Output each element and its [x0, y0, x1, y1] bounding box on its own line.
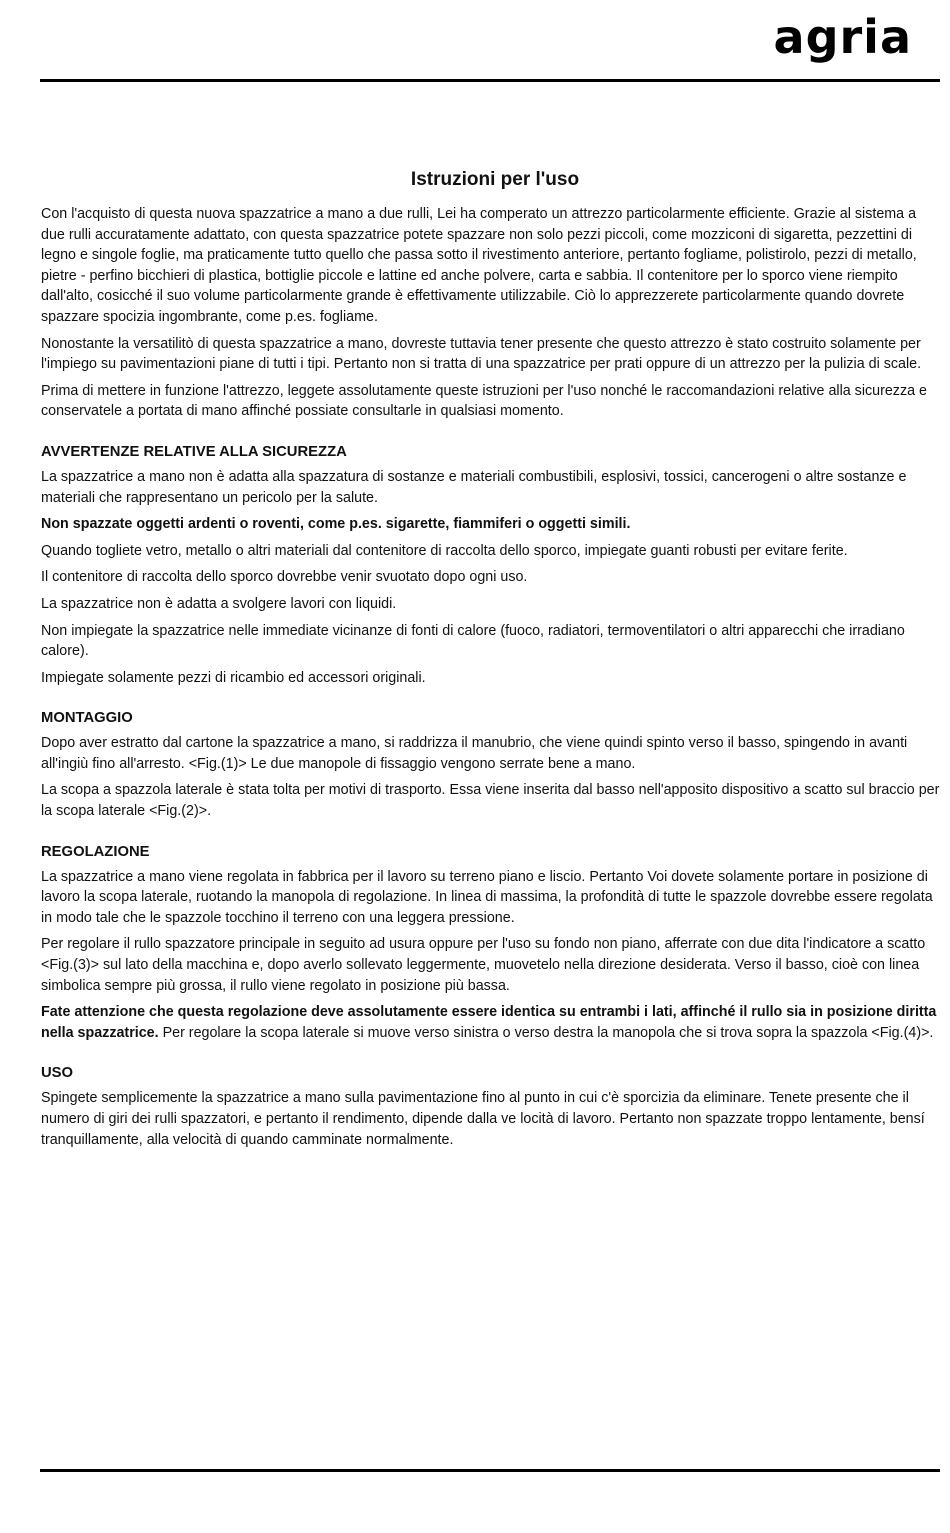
safety-paragraph-7: Impiegate solamente pezzi di ricambio ed accessori originali.: [41, 669, 426, 686]
safety-paragraph-1: La spazzatrice a mano non è adatta alla spazzatura di sostanze e materiali combustibili, esplosivi, tossici, cancerogeni o altre sostanze e materiali che rappresentano un pericolo per la salute.: [41, 468, 907, 506]
safety-paragraph-5: La spazzatrice non è adatta a svolgere lavori con liquidi.: [41, 595, 397, 612]
header-rule: [40, 79, 940, 82]
assembly-paragraph-1: Dopo aver estratto dal cartone la spazzatrice a mano, si raddrizza il manubrio, che viene quindi spinto verso il basso, spingendo in avanti all'ingiù fino all'arresto. <Fig.(1)> Le due manopole di fissaggio vengono serrate bene a mano.: [41, 735, 908, 772]
assembly-heading: MONTAGGIO: [41, 710, 133, 727]
assembly-paragraph-2: La scopa a spazzola laterale è stata tolta per motivi di trasporto. Essa viene inserita dal basso nell'apposito dispositivo a scatto sul braccio per la scopa laterale <Fig.(2)>.: [41, 782, 940, 820]
use-heading: USO: [41, 1065, 74, 1082]
adjustment-paragraph-2: Per regolare il rullo spazzatore principale in seguito ad usura oppure per l'uso su fondo non piano, afferrate con due dita l'indicatore a scatto <Fig.(3)> sul lato della macchina e, dopo averlo sollevato leggermente, muovetelo nella direzione desiderata. Verso il basso, cioè con linea simbolica sempre più grossa, il rullo viene regolato in posizione più bassa.: [41, 936, 926, 994]
safety-paragraph-4: Il contenitore di raccolta dello sporco dovrebbe venir svuotato dopo ogni uso.: [41, 569, 528, 586]
safety-warning-bold: Non spazzate oggetti ardenti o roventi, come p.es. sigarette, fiammiferi o oggetti simili.: [41, 516, 631, 533]
agria-logo: agria: [773, 10, 912, 64]
footer-rule: [40, 1469, 940, 1472]
use-paragraph-1: Spingete semplicemente la spazzatrice a mano sulla pavimentazione fino al punto in cui c'è sporcizia da eliminare. Tenete presente che il numero di giri dei rulli spazzatori, e pertanto il rendimento, dipende dalla ve locità di lavoro. Pertanto non spazzate troppo lentamente, bensí tranquillamente, alla velocità di quando camminate normalmente.: [41, 1090, 925, 1148]
safety-paragraph-6: Non impiegate la spazzatrice nelle immediate vicinanze di fonti di calore (fuoco, radiatori, termoventilatori o altri apparecchi che irradiano calore).: [41, 622, 905, 660]
safety-heading: AVVERTENZE RELATIVE ALLA SICUREZZA: [41, 443, 347, 460]
adjustment-warning-bold: Fate attenzione che questa regolazione deve assolutamente essere identica su entrambi i lati, affinché il rullo sia in posizione diritta nella spazzatrice.: [41, 1004, 937, 1041]
intro-paragraph-1: Con l'acquisto di questa nuova spazzatrice a mano a due rulli, Lei ha comperato un attrezzo particolarmente efficiente. Grazie al sistema a due rulli accuratamente adattato, con questa spazzatrice potete spazzare non solo pezzi piccoli, come mozziconi di sigaretta, pezzettini di legno e singole foglie, ma praticamente tutto quello che passa sotto il rivestimento anteriore, pertanto fogliame, polistirolo, pezzi di metallo, pietre - perfino bicchieri di plastica, bottiglie piccole e lattine ed anche polvere, carta e sabbia. Il contenitore per lo sporco viene riempito dall'alto, cosicché il suo volume particolarmente grande è effettivamente utilizzabile. Ciò lo apprezzerete particolarmente quando dovrete spazzare spocizia ingombrante, come p.es. fogliame.: [41, 206, 917, 325]
page-title: Istruzioni per l'uso: [410, 169, 580, 190]
safety-paragraph-3: Quando togliete vetro, metallo o altri materiali dal contenitore di raccolta dello sporco, impiegate guanti robusti per evitare ferite.: [41, 542, 848, 559]
intro-paragraph-3: Prima di mettere in funzione l'attrezzo, leggete assolutamente queste istruzioni per l'uso nonché le raccomandazioni relative alla sicurezza e conservatele a portata di mano affinché possiate consultarle in qualsiasi momento.: [41, 382, 927, 420]
adjustment-paragraph-3-text: Per regolare la scopa laterale si muove verso sinistra o verso destra la manopola che si trova sopra la spazzola <Fig.(4)>.: [158, 1024, 934, 1041]
intro-paragraph-2: Nonostante la versatilitò di questa spazzatrice a mano, dovreste tuttavia tener presente che questo attrezzo è stato costruito solamente per l'impiego su pavimentazioni piane di tutti i tipi. Pertanto non si tratta di una spazzatrice per prati oppure di un attrezzo per la pulizia di scale.: [41, 335, 922, 373]
adjustment-paragraph-1: La spazzatrice a mano viene regolata in fabbrica per il lavoro su terreno piano e liscio. Pertanto Voi dovete solamente portare in posizione di lavoro la scopa laterale, ruotando la manopola di regolazione. In linea di massima, la profondità di tutte le spazzole dovrebbe essere regolata in modo tale che le spazzole tocchino il terreno con una leggera pressione.: [41, 868, 933, 926]
document-body: [41, 168, 941, 1156]
adjustment-heading: REGOLAZIONE: [41, 843, 150, 860]
adjustment-paragraph-3: [41, 1002, 941, 1043]
